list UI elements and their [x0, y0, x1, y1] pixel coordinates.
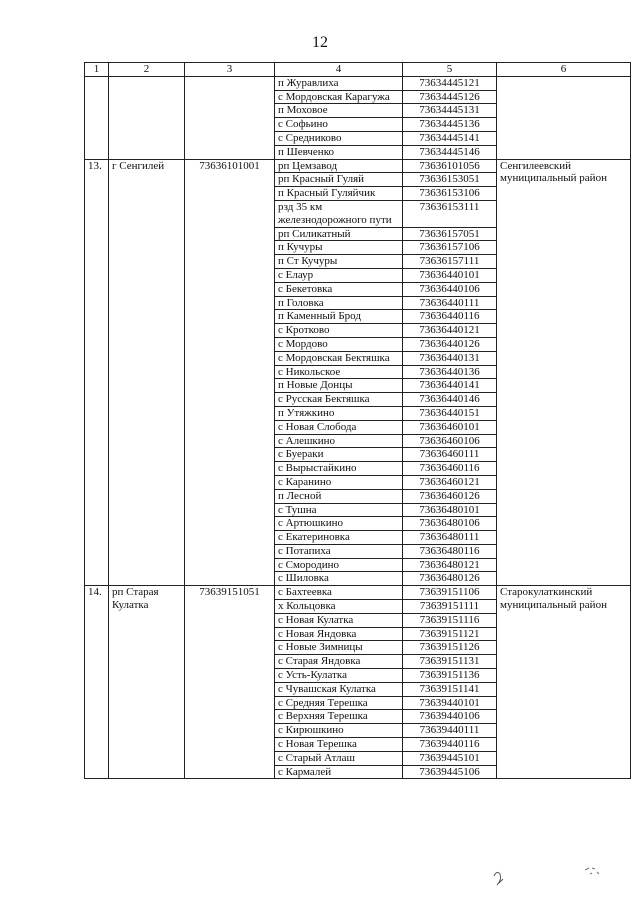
locality-code: 73636440131 [403, 351, 497, 365]
locality-code: 73639151121 [403, 627, 497, 641]
locality-name: рп Цемзавод [275, 159, 403, 173]
locality-name: с Каранино [275, 475, 403, 489]
locality-name: с Русская Бектяшка [275, 393, 403, 407]
locality-name: с Средняя Терешка [275, 696, 403, 710]
locality-code: 73639151131 [403, 655, 497, 669]
locality-code: 73636153111 [403, 200, 497, 227]
locality-name: с Артюшкино [275, 517, 403, 531]
handwritten-mark [494, 872, 503, 885]
locality-name: с Бахтеевка [275, 586, 403, 600]
header-col-3: 3 [185, 63, 275, 77]
locality-name: п Ст Кучуры [275, 255, 403, 269]
table-row [85, 76, 631, 90]
locality-name: с Усть-Кулатка [275, 669, 403, 683]
locality-code: 73639440101 [403, 696, 497, 710]
locality-name: с Кармалей [275, 765, 403, 779]
locality-name: с Алешкино [275, 434, 403, 448]
locality-name: с Кротково [275, 324, 403, 338]
locality-name: с Новые Зимницы [275, 641, 403, 655]
locality-name: п Головка [275, 296, 403, 310]
locality-name: с Старая Яндовка [275, 655, 403, 669]
locality-name: рп Силикатный [275, 227, 403, 241]
locality-name: п Шевченко [275, 145, 403, 159]
locality-name: с Екатериновка [275, 531, 403, 545]
locality-name: с Мордовская Карагужа [275, 90, 403, 104]
locality-code: 73639151141 [403, 682, 497, 696]
locality-code: 73636440106 [403, 282, 497, 296]
locality-code: 73636480101 [403, 503, 497, 517]
locality-code: 73636157111 [403, 255, 497, 269]
locality-code: 73634445131 [403, 104, 497, 118]
header-col-1: 1 [85, 63, 109, 77]
locality-name: с Чувашская Кулатка [275, 682, 403, 696]
locality-name: с Кирюшкино [275, 724, 403, 738]
locality-code: 73636157051 [403, 227, 497, 241]
locality-code: 73636460101 [403, 420, 497, 434]
locality-name: п Новые Донцы [275, 379, 403, 393]
locality-code: 73636480121 [403, 558, 497, 572]
locality-code: 73636460106 [403, 434, 497, 448]
locality-name: рп Красный Гуляй [275, 173, 403, 187]
locality-code: 73636440141 [403, 379, 497, 393]
locality-code: 73636440121 [403, 324, 497, 338]
locality-code: 73639151136 [403, 669, 497, 683]
locality-code: 73636440116 [403, 310, 497, 324]
header-col-4: 4 [275, 63, 403, 77]
locality-code: 73639440106 [403, 710, 497, 724]
locality-name: с Буераки [275, 448, 403, 462]
locality-name: с Шиловка [275, 572, 403, 586]
locality-name: с Новая Слобода [275, 420, 403, 434]
locality-code: 73639445106 [403, 765, 497, 779]
locality-name: х Кольцовка [275, 600, 403, 614]
district-name: Старокулаткинский муниципальный район [497, 586, 631, 779]
locality-code: 73636440151 [403, 406, 497, 420]
handwritten-mark [585, 868, 599, 874]
locality-name: с Тушна [275, 503, 403, 517]
locality-name: п Утяжкино [275, 406, 403, 420]
district-name [497, 76, 631, 159]
locality-code: 73639440111 [403, 724, 497, 738]
locality-code: 73636480116 [403, 544, 497, 558]
locality-code: 73636480106 [403, 517, 497, 531]
locality-name: с Новая Терешка [275, 738, 403, 752]
settlement-name: г Сенгилей [109, 159, 185, 586]
locality-code: 73634445121 [403, 76, 497, 90]
settlement-code: 73636101001 [185, 159, 275, 586]
locality-code: 73634445136 [403, 118, 497, 132]
locality-name: с Вырыстайкино [275, 462, 403, 476]
locality-code: 73639445101 [403, 751, 497, 765]
locality-code: 73639151116 [403, 613, 497, 627]
locality-code: 73639440116 [403, 738, 497, 752]
locality-code: 73636153051 [403, 173, 497, 187]
locality-name: с Потапиха [275, 544, 403, 558]
table-row [85, 586, 631, 600]
locality-code: 73636460116 [403, 462, 497, 476]
locality-name: п Каменный Брод [275, 310, 403, 324]
locality-code: 73636460121 [403, 475, 497, 489]
settlement-code: 73639151051 [185, 586, 275, 779]
locality-code: 73636440101 [403, 268, 497, 282]
locality-code: 73636101056 [403, 159, 497, 173]
locality-name: п Кучуры [275, 241, 403, 255]
locality-code: 73636440111 [403, 296, 497, 310]
locality-name: с Новая Яндовка [275, 627, 403, 641]
header-col-5: 5 [403, 63, 497, 77]
locality-code: 73634445126 [403, 90, 497, 104]
settlement-code [185, 76, 275, 159]
locality-code: 73636440146 [403, 393, 497, 407]
locality-name: рзд 35 км железнодорожного пути [275, 200, 403, 227]
locality-name: с Мордовская Бектяшка [275, 351, 403, 365]
locality-name: с Верхняя Терешка [275, 710, 403, 724]
header-col-2: 2 [109, 63, 185, 77]
locality-code: 73636157106 [403, 241, 497, 255]
locality-name: с Бекетовка [275, 282, 403, 296]
locality-code: 73636440126 [403, 337, 497, 351]
header-col-6: 6 [497, 63, 631, 77]
locality-name: п Журавлиха [275, 76, 403, 90]
settlement-name: рп Старая Кулатка [109, 586, 185, 779]
locality-name: п Красный Гуляйчик [275, 187, 403, 201]
header-row [85, 63, 631, 77]
settlements-table [84, 62, 631, 779]
district-name: Сенгилеевский муниципальный район [497, 159, 631, 586]
locality-name: с Средниково [275, 131, 403, 145]
locality-name: с Старый Атлаш [275, 751, 403, 765]
table-row [85, 159, 631, 173]
locality-name: с Софьино [275, 118, 403, 132]
locality-name: с Мордово [275, 337, 403, 351]
locality-code: 73636440136 [403, 365, 497, 379]
locality-code: 73634445141 [403, 131, 497, 145]
settlement-name [109, 76, 185, 159]
locality-code: 73639151126 [403, 641, 497, 655]
group-number [85, 76, 109, 159]
locality-name: с Новая Кулатка [275, 613, 403, 627]
locality-name: с Елаур [275, 268, 403, 282]
page-number: 12 [312, 34, 328, 51]
locality-code: 73639151111 [403, 600, 497, 614]
locality-code: 73639151106 [403, 586, 497, 600]
locality-code: 73636480126 [403, 572, 497, 586]
locality-code: 73636460126 [403, 489, 497, 503]
locality-name: с Смородино [275, 558, 403, 572]
table-body [85, 76, 631, 779]
locality-code: 73634445146 [403, 145, 497, 159]
locality-name: с Никольское [275, 365, 403, 379]
group-number: 13. [85, 159, 109, 586]
locality-code: 73636153106 [403, 187, 497, 201]
group-number: 14. [85, 586, 109, 779]
locality-name: п Лесной [275, 489, 403, 503]
locality-name: п Моховое [275, 104, 403, 118]
locality-code: 73636460111 [403, 448, 497, 462]
locality-code: 73636480111 [403, 531, 497, 545]
